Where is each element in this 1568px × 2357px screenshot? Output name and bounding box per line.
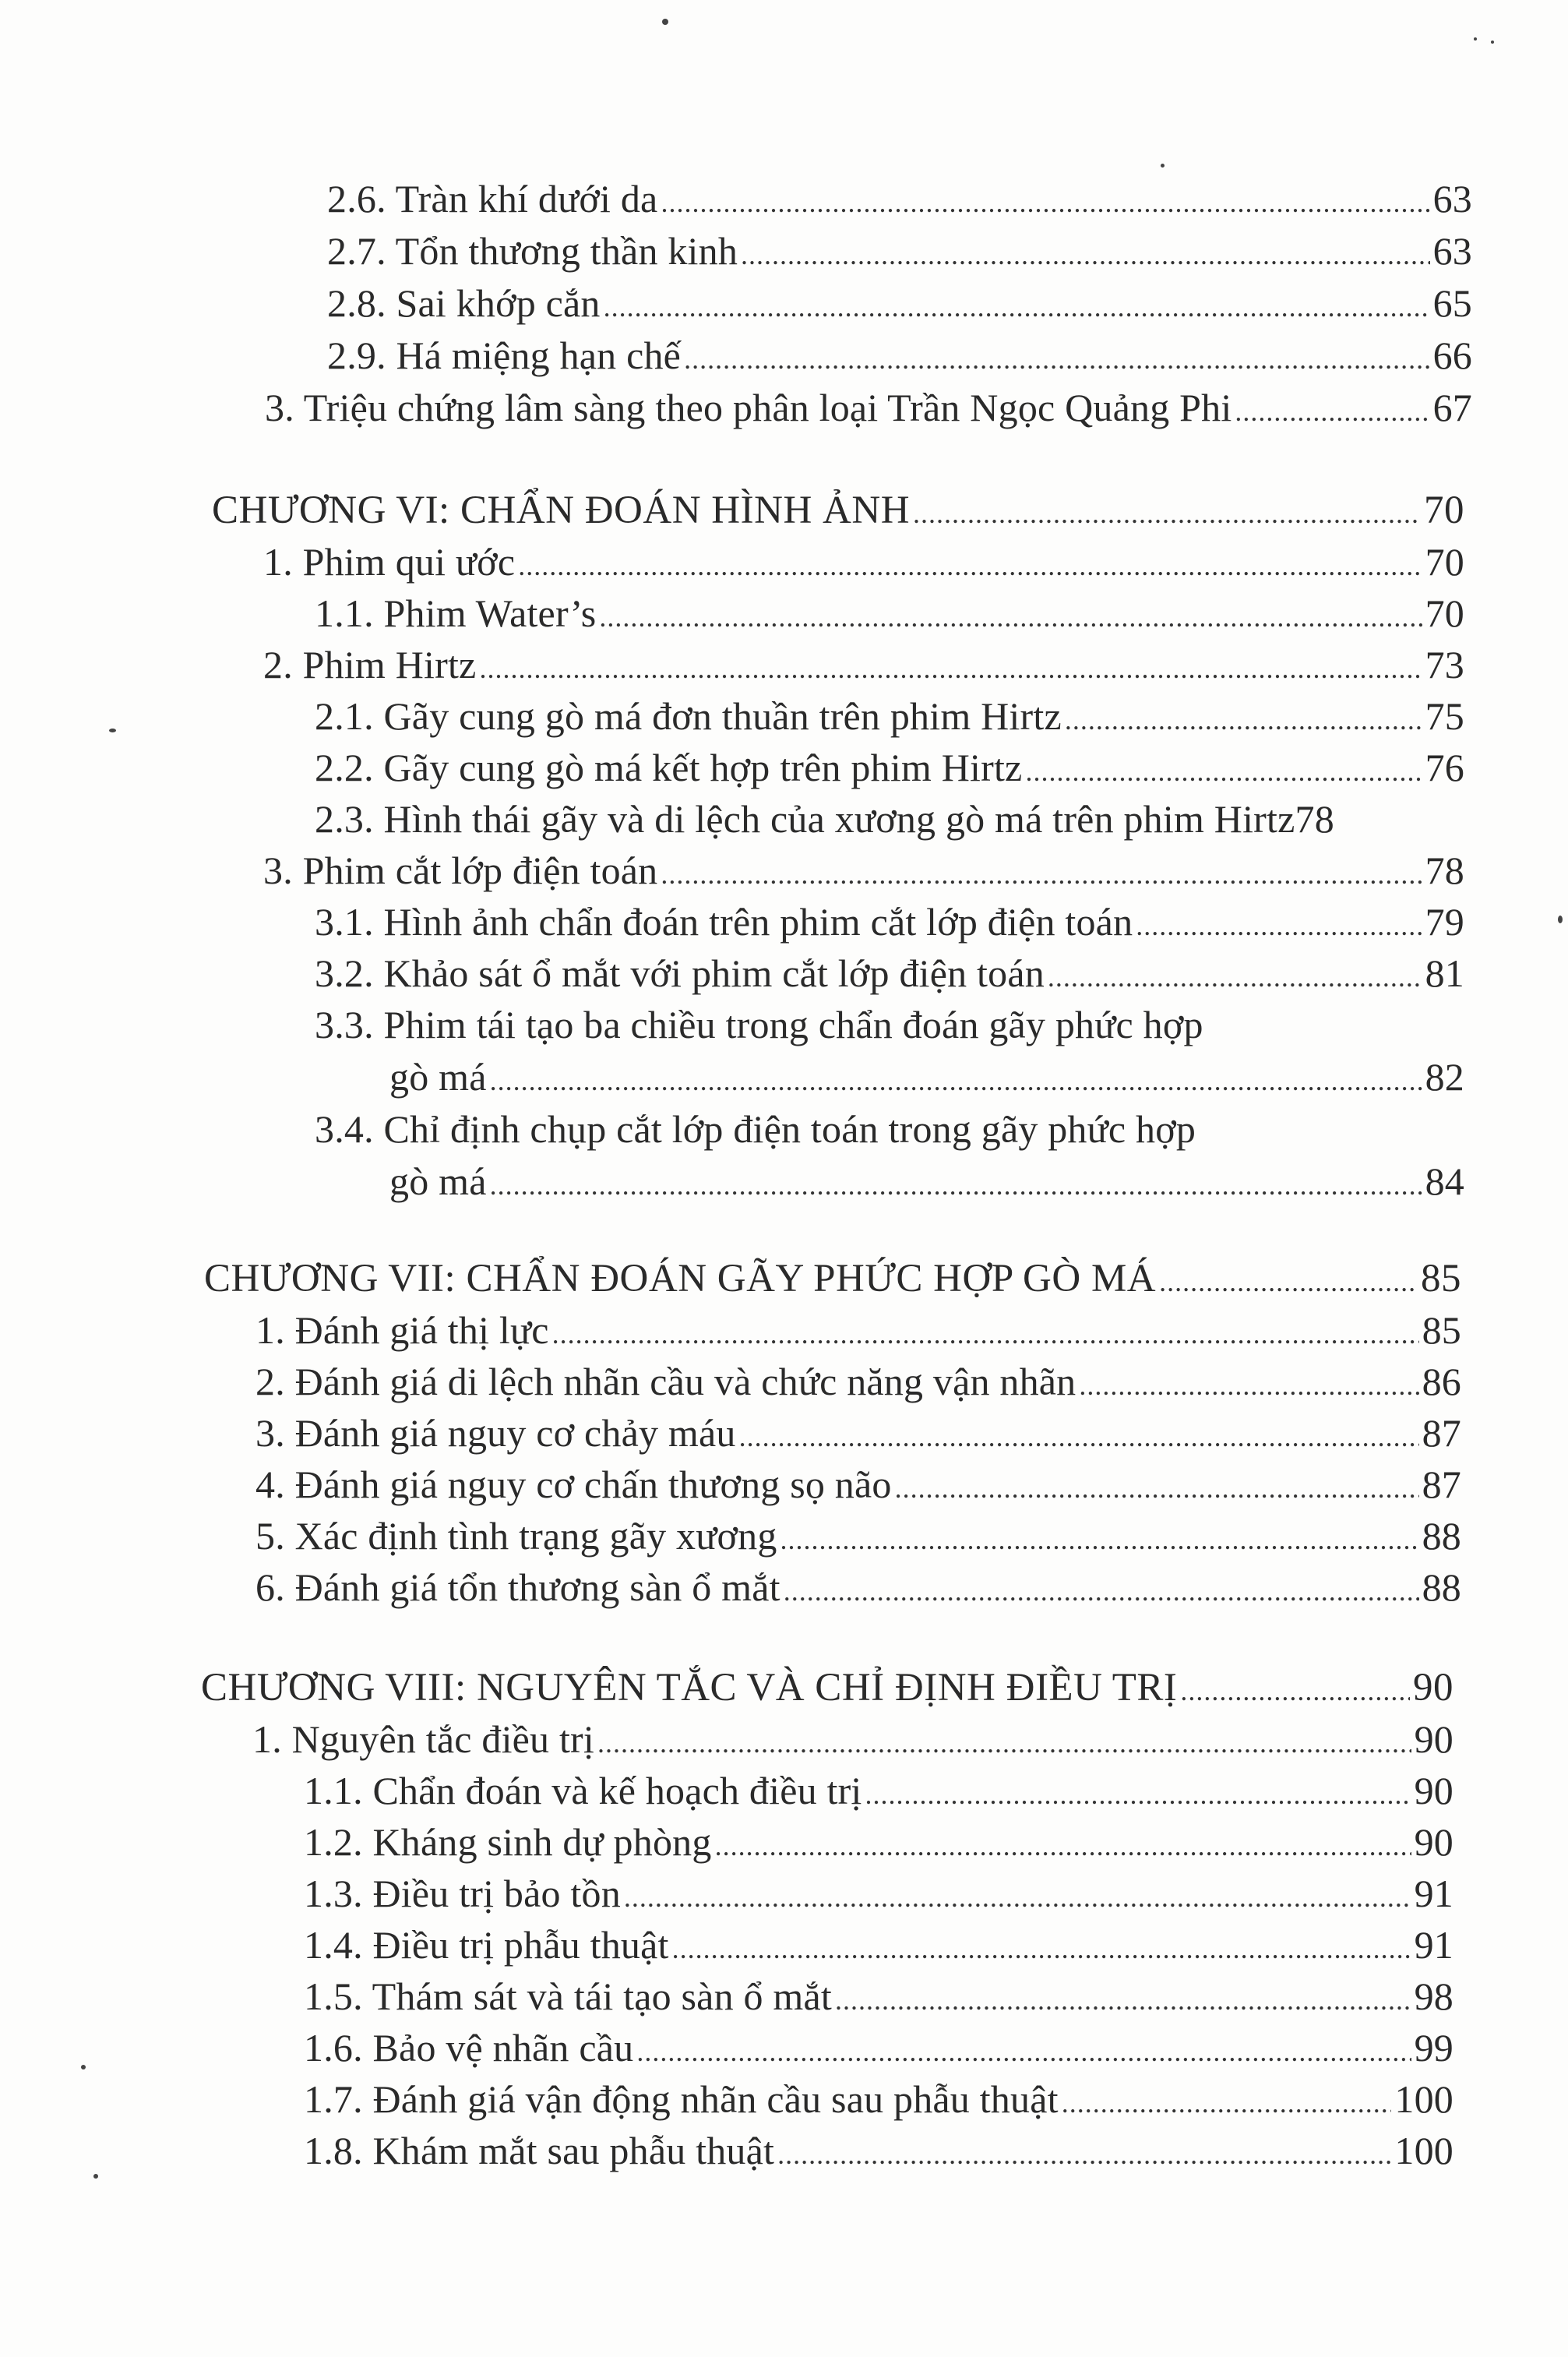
toc-leader-dots [684,336,1430,383]
toc-entry [304,1819,1453,1869]
toc-leader-dots [1025,748,1422,795]
toc-entry [315,796,1464,842]
toc-leader-dots [490,1162,1422,1208]
toc-entry [255,1564,1461,1614]
toc-entry-page: 79 [1425,900,1464,944]
toc-entry-page: 90 [1414,1820,1453,1864]
toc-entry-title: 5. Xác định tình trạng gãy xương [255,1514,777,1558]
toc-entry [255,1358,1461,1409]
toc-entry [263,847,1464,898]
toc-entry-page: 78 [1425,849,1464,892]
toc-entry [315,1106,1464,1152]
toc-entry-page: 70 [1425,540,1464,584]
toc-entry-title: 2.6. Tràn khí dưới da [327,177,658,221]
toc-leader-dots [661,851,1422,898]
toc-entry [315,693,1464,743]
toc-entry-page: 86 [1422,1360,1461,1403]
toc-entry-title: 3. Đánh giá nguy cơ chảy máu [255,1411,736,1455]
toc-leader-dots [715,1822,1411,1869]
scan-speck [1558,916,1563,923]
toc-leader-dots [784,1568,1419,1614]
toc-leader-dots [1048,954,1422,1000]
toc-leader-dots [518,542,1422,589]
toc-leader-dots [661,179,1429,226]
toc-entry [263,641,1464,692]
toc-entry [255,1307,1461,1357]
toc-entry-page: 87 [1422,1463,1461,1506]
toc-entry-page: 66 [1432,333,1472,377]
toc-leader-dots [604,284,1430,330]
toc-leader-dots [1136,902,1422,949]
toc-entry-page: 73 [1425,643,1464,686]
toc-entry-title: 1.4. Điều trị phẫu thuật [304,1923,669,1967]
toc-leader-dots [490,1057,1422,1104]
toc-entry-title: 1.6. Bảo vệ nhãn cầu [304,2026,634,2069]
toc-entry [327,332,1472,383]
toc-leader-dots [895,1465,1419,1512]
toc-entry-continued [389,1158,1464,1208]
toc-entry [304,1921,1453,1972]
toc-entry-page: 63 [1432,177,1472,221]
toc-entry [315,590,1464,640]
toc-leader-dots [672,1925,1411,1972]
toc-entry-page: 84 [1425,1159,1464,1203]
toc-leader-dots [741,231,1430,278]
toc-entry-title: 3. Phim cắt lớp điện toán [263,849,658,892]
toc-leader-dots [624,1874,1411,1921]
toc-entry-page: 90 [1414,1769,1453,1812]
toc-entry [252,1716,1453,1766]
toc-chapter-heading [204,1255,1461,1305]
toc-entry [327,175,1472,226]
toc-entry-title: 3.4. Chỉ định chụp cắt lớp điện toán trong gãy phức hợp [315,1107,1196,1151]
toc-entry [327,280,1472,330]
toc-entry [315,1001,1464,1048]
toc-entry-page: 75 [1425,694,1464,738]
toc-entry-title: 4. Đánh giá nguy cơ chấn thương sọ não [255,1463,892,1506]
toc-chapter-heading [212,487,1464,537]
toc-entry-title: CHƯƠNG VI: CHẨN ĐOÁN HÌNH ẢNH [212,489,911,532]
toc-entry-title: CHƯƠNG VIII: NGUYÊN TẮC VÀ CHỈ ĐỊNH ĐIỀU TRỊ [201,1666,1178,1710]
toc-entry [315,744,1464,795]
toc-entry [304,2024,1453,2075]
toc-entry-page: 100 [1394,2077,1453,2121]
toc-leader-dots [1235,388,1429,435]
toc-leader-dots [552,1311,1419,1357]
toc-leader-dots [1180,1667,1410,1714]
toc-leader-dots [780,1516,1419,1563]
toc-entry-page: 63 [1432,229,1472,273]
toc-entry-title: 3. Triệu chứng lâm sàng theo phân loại Trần Ngọc Quảng Phi [265,386,1232,429]
toc-entry-page: 90 [1414,1717,1453,1761]
toc-entry-title: 3.1. Hình ảnh chẩn đoán trên phim cắt lớp điện toán [315,900,1133,944]
toc-leader-dots [599,594,1422,640]
toc-entry [304,2076,1453,2126]
toc-entry-title: 1.2. Kháng sinh dự phòng [304,1820,712,1864]
toc-entry-page: 91 [1414,1923,1453,1967]
toc-entry-page: 100 [1394,2129,1453,2172]
toc-entry [304,2127,1453,2178]
toc-entry-title: 1.5. Thám sát và tái tạo sàn ổ mắt [304,1974,832,2018]
toc-entry [255,1410,1461,1460]
toc-entry-page: 98 [1414,1974,1453,2018]
toc-entry [327,228,1472,278]
toc-entry-page: 85 [1422,1308,1461,1352]
scan-speck [109,729,116,732]
toc-entry [304,1767,1453,1818]
toc-entry [304,1973,1453,2024]
scan-speck [1491,41,1494,44]
toc-entry-title: 1. Nguyên tắc điều trị [252,1717,594,1761]
toc-entry-title: 1.1. Chẩn đoán và kế hoạch điều trị [304,1769,862,1812]
toc-entry-title: 2.7. Tổn thương thần kinh [327,229,738,273]
toc-entry-page: 91 [1414,1872,1453,1915]
scan-speck [93,2174,98,2179]
toc-entry [255,1461,1461,1512]
toc-entry-page: 78 [1295,797,1334,841]
toc-leader-dots [1079,1362,1418,1409]
toc-entry-page: 65 [1432,281,1472,325]
toc-entry-page: 99 [1414,2026,1453,2069]
toc-entry-page: 87 [1422,1411,1461,1455]
toc-entry [263,538,1464,589]
toc-entry-title: 3.3. Phim tái tạo ba chiều trong chẩn đoán gãy phức hợp [315,1003,1203,1046]
toc-entry-title: 1. Phim qui ước [263,540,516,584]
scan-speck [1161,164,1165,168]
toc-entry-title: 2. Phim Hirtz [263,643,477,686]
toc-entry-title: CHƯƠNG VII: CHẨN ĐOÁN GÃY PHỨC HỢP GÒ MÁ [204,1257,1157,1300]
toc-entry-title: 2.8. Sai khớp cắn [327,281,601,325]
toc-entry-title: 1. Đánh giá thị lực [255,1308,549,1352]
toc-leader-dots [913,490,1421,537]
toc-entry-title: 2.1. Gãy cung gò má đơn thuần trên phim Hirtz [315,694,1062,738]
toc-entry-page: 67 [1432,386,1472,429]
toc-entry [315,950,1464,1000]
toc-chapter-heading [201,1664,1453,1714]
scan-speck [1474,37,1477,41]
toc-entry-continued [389,1053,1464,1104]
toc-leader-dots [739,1413,1419,1460]
toc-entry-title: 2. Đánh giá di lệch nhãn cầu và chức năng vận nhãn [255,1360,1076,1403]
toc-entry-page: 76 [1425,746,1464,789]
scan-speck [662,19,668,25]
toc-entry-page: 82 [1425,1055,1464,1099]
toc-entry-title: 2.2. Gãy cung gò má kết hợp trên phim Hirtz [315,746,1023,789]
toc-leader-dots [777,2131,1391,2178]
toc-leader-dots [1062,2080,1392,2126]
toc-leader-dots [835,1977,1411,2024]
toc-leader-dots [479,645,1422,692]
toc-entry-page: 70 [1425,591,1464,635]
scan-speck [81,2065,86,2069]
toc-entry-title: gò má [389,1055,487,1099]
toc-entry-page: 88 [1422,1514,1461,1558]
toc-leader-dots [636,2028,1411,2075]
toc-entry-title: 2.9. Há miệng hạn chế [327,333,682,377]
toc-leader-dots [1159,1258,1418,1305]
toc-entry-title: 1.8. Khám mắt sau phẫu thuật [304,2129,775,2172]
toc-leader-dots [865,1771,1411,1818]
toc-entry-page: 90 [1413,1666,1453,1710]
toc-entry-page: 85 [1421,1257,1461,1300]
toc-entry-title: 6. Đánh giá tổn thương sàn ổ mắt [255,1565,780,1609]
toc-entry-title: 1.7. Đánh giá vận động nhãn cầu sau phẫu thuật [304,2077,1059,2121]
toc-leader-dots [1065,697,1422,743]
toc-entry [265,384,1472,435]
toc-leader-dots [597,1720,1411,1766]
toc-entry [315,898,1464,949]
toc-entry [255,1512,1461,1563]
toc-entry-page: 81 [1425,951,1464,995]
toc-entry [304,1870,1453,1921]
toc-entry-title: 2.3. Hình thái gãy và di lệch của xương gò má trên phim Hirtz [315,797,1295,841]
toc-entry-title: 3.2. Khảo sát ổ mắt với phim cắt lớp điện toán [315,951,1045,995]
toc-entry-page: 70 [1424,489,1464,532]
toc-entry-title: gò má [389,1159,487,1203]
toc-entry-page: 88 [1422,1565,1461,1609]
toc-entry-title: 1.1. Phim Water’s [315,591,597,635]
toc-entry-title: 1.3. Điều trị bảo tồn [304,1872,621,1915]
